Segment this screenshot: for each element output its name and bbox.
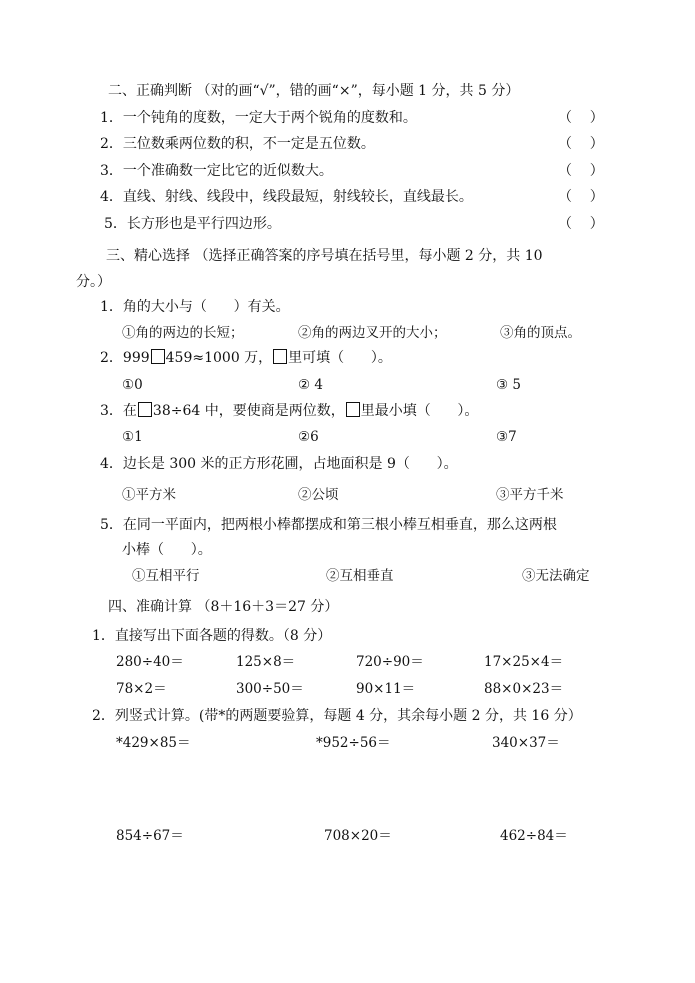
choice-q2-option-3: ③ 5 bbox=[496, 377, 521, 393]
choice-q4-option-2: ②公顷 bbox=[298, 487, 339, 503]
choice-q1-option-3: ③角的顶点。 bbox=[500, 325, 581, 341]
choice-q3-stem bbox=[100, 402, 478, 420]
judge-answer-3[interactable]: （ ） bbox=[558, 163, 604, 179]
choice-q5-option-2: ②互相垂直 bbox=[326, 568, 394, 584]
vertical-calc-5: 708×20＝ bbox=[324, 828, 392, 844]
judge-item-2: 2．三位数乘两位数的积，不一定是五位数。 bbox=[100, 136, 375, 152]
oral-calc-4: 17×25×4＝ bbox=[484, 654, 564, 670]
blank-box-icon bbox=[273, 349, 287, 364]
choice-q5-option-3: ③无法确定 bbox=[522, 568, 590, 584]
oral-calc-1: 280÷40＝ bbox=[116, 654, 184, 670]
judge-item-3: 3．一个准确数一定比它的近似数大。 bbox=[100, 163, 333, 179]
choice-q4-stem: 4．边长是 300 米的正方形花圃，占地面积是 9（ ）。 bbox=[100, 456, 458, 472]
judge-item-4: 4．直线、射线、线段中，线段最短，射线较长，直线最长。 bbox=[100, 189, 473, 205]
vertical-calc-6: 462÷84＝ bbox=[500, 828, 568, 844]
judge-answer-2[interactable]: （ ） bbox=[558, 136, 604, 152]
blank-box-icon bbox=[346, 402, 360, 417]
choice-q1-option-2: ②角的两边叉开的大小； bbox=[298, 325, 447, 341]
calc-part1-title: 1．直接写出下面各题的得数。（8 分） bbox=[92, 628, 332, 644]
vertical-calc-4: 854÷67＝ bbox=[116, 828, 184, 844]
q2-stem-part-b: 459≈1000 万， bbox=[165, 350, 273, 366]
choice-q5-stem-line1: 5．在同一平面内，把两根小棒都摆成和第三根小棒互相垂直，那么这两根 bbox=[100, 517, 557, 533]
choice-q3-option-3: ③7 bbox=[496, 429, 517, 445]
choice-q1-stem: 1．角的大小与（ ）有关。 bbox=[100, 299, 290, 315]
choice-q5-option-1: ①互相平行 bbox=[132, 568, 200, 584]
choice-q2-option-2: ② 4 bbox=[298, 377, 323, 393]
blank-box-icon bbox=[151, 349, 165, 364]
choice-q4-option-3: ③平方千米 bbox=[496, 487, 564, 503]
choice-q3-option-1: ①1 bbox=[122, 429, 143, 445]
q3-stem-part-b: 38÷64 中，要使商是两位数， bbox=[152, 403, 345, 419]
vertical-calc-1: *429×85＝ bbox=[116, 735, 191, 751]
section2-title: 二、正确判断 （对的画“√”，错的画“×”，每小题 1 分，共 5 分） bbox=[108, 83, 520, 99]
judge-item-5: 5．长方形也是平行四边形。 bbox=[104, 216, 281, 232]
oral-calc-3: 720÷90＝ bbox=[356, 654, 424, 670]
section4-title: 四、准确计算 （8＋16＋3＝27 分） bbox=[108, 599, 339, 615]
choice-q2-stem bbox=[100, 349, 392, 367]
q3-stem-part-c: 里最小填（ ）。 bbox=[360, 403, 479, 419]
choice-q5-stem-line2: 小棒（ ）。 bbox=[122, 542, 212, 558]
choice-q1-option-1: ①角的两边的长短； bbox=[122, 325, 244, 341]
oral-calc-6: 300÷50＝ bbox=[236, 681, 304, 697]
oral-calc-8: 88×0×23＝ bbox=[484, 681, 564, 697]
q3-stem-part-a: 3．在 bbox=[100, 403, 137, 419]
choice-q3-option-2: ②6 bbox=[298, 429, 319, 445]
section3-title-line1: 三、精心选择 （选择正确答案的序号填在括号里，每小题 2 分，共 10 bbox=[106, 248, 543, 264]
oral-calc-2: 125×8＝ bbox=[236, 654, 296, 670]
judge-answer-5[interactable]: （ ） bbox=[558, 216, 604, 232]
vertical-calc-2: *952÷56＝ bbox=[316, 735, 391, 751]
q2-stem-part-c: 里可填（ ）。 bbox=[288, 350, 392, 366]
blank-box-icon bbox=[138, 402, 152, 417]
choice-q2-option-1: ①0 bbox=[122, 377, 143, 393]
q2-stem-part-a: 2．999 bbox=[100, 350, 150, 366]
calc-part2-title: 2．列竖式计算。(带*的两题要验算，每题 4 分，其余每小题 2 分，共 16 分） bbox=[92, 708, 582, 724]
section3-title-line2: 分。） bbox=[76, 274, 111, 290]
oral-calc-7: 90×11＝ bbox=[356, 681, 416, 697]
oral-calc-5: 78×2＝ bbox=[116, 681, 167, 697]
vertical-calc-3: 340×37＝ bbox=[492, 735, 560, 751]
judge-answer-1[interactable]: （ ） bbox=[558, 110, 604, 126]
judge-item-1: 1．一个钝角的度数，一定大于两个锐角的度数和。 bbox=[100, 110, 417, 126]
choice-q4-option-1: ①平方米 bbox=[122, 487, 176, 503]
judge-answer-4[interactable]: （ ） bbox=[558, 189, 604, 205]
